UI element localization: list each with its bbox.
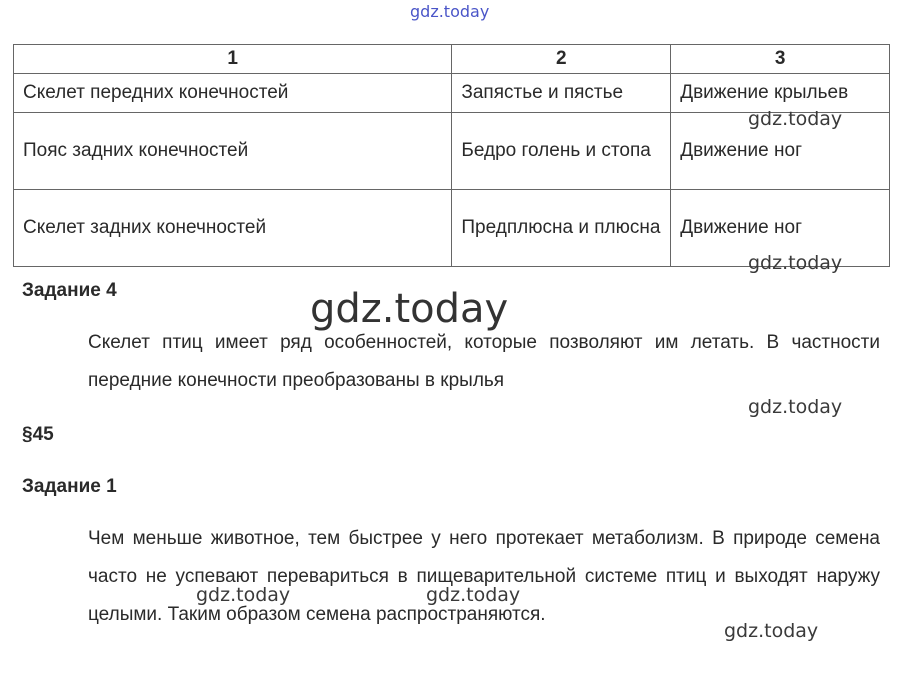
watermark: gdz.today [748, 108, 843, 130]
task1-title: Задание 1 [22, 476, 117, 497]
task4-text: Скелет птиц имеет ряд особенностей, которые позволяют им летать. В частности передние конечности преобразованы в крылья [88, 332, 880, 391]
table-cell: Движение крыльев [671, 74, 890, 113]
task4-title: Задание 4 [22, 280, 117, 301]
section-number: §45 [22, 424, 54, 445]
table-cell: Движение ног [671, 113, 890, 190]
table-cell: Запястье и пястье [452, 74, 671, 113]
watermark: gdz.today [748, 396, 843, 418]
table-header-cell: 2 [452, 45, 671, 74]
watermark: gdz.today [196, 584, 291, 606]
table-cell: Движение ног [671, 190, 890, 267]
table-cell: Скелет передних конечностей [14, 74, 452, 113]
table-row [14, 74, 890, 113]
task1-text: Чем меньше животное, тем быстрее у него протекает метаболизм. В природе семена часто не успевают перевариться в пищеварительной системе птиц и выходят наружу целыми. Таким образом семена распространяются. [88, 528, 880, 625]
watermark-large: gdz.today [310, 286, 509, 332]
watermark: gdz.today [724, 620, 819, 642]
table-header-row [14, 45, 890, 74]
bird-skeleton-table [13, 44, 890, 267]
table-header-cell: 1 [14, 45, 452, 74]
watermark-top: gdz.today [410, 2, 490, 21]
table-cell: Предплюсна и плюсна [452, 190, 671, 267]
watermark: gdz.today [748, 252, 843, 274]
table-cell: Пояс задних конечностей [14, 113, 452, 190]
table-header-cell: 3 [671, 45, 890, 74]
table-cell: Скелет задних конечностей [14, 190, 452, 267]
watermark: gdz.today [426, 584, 521, 606]
table-cell: Бедро голень и стопа [452, 113, 671, 190]
